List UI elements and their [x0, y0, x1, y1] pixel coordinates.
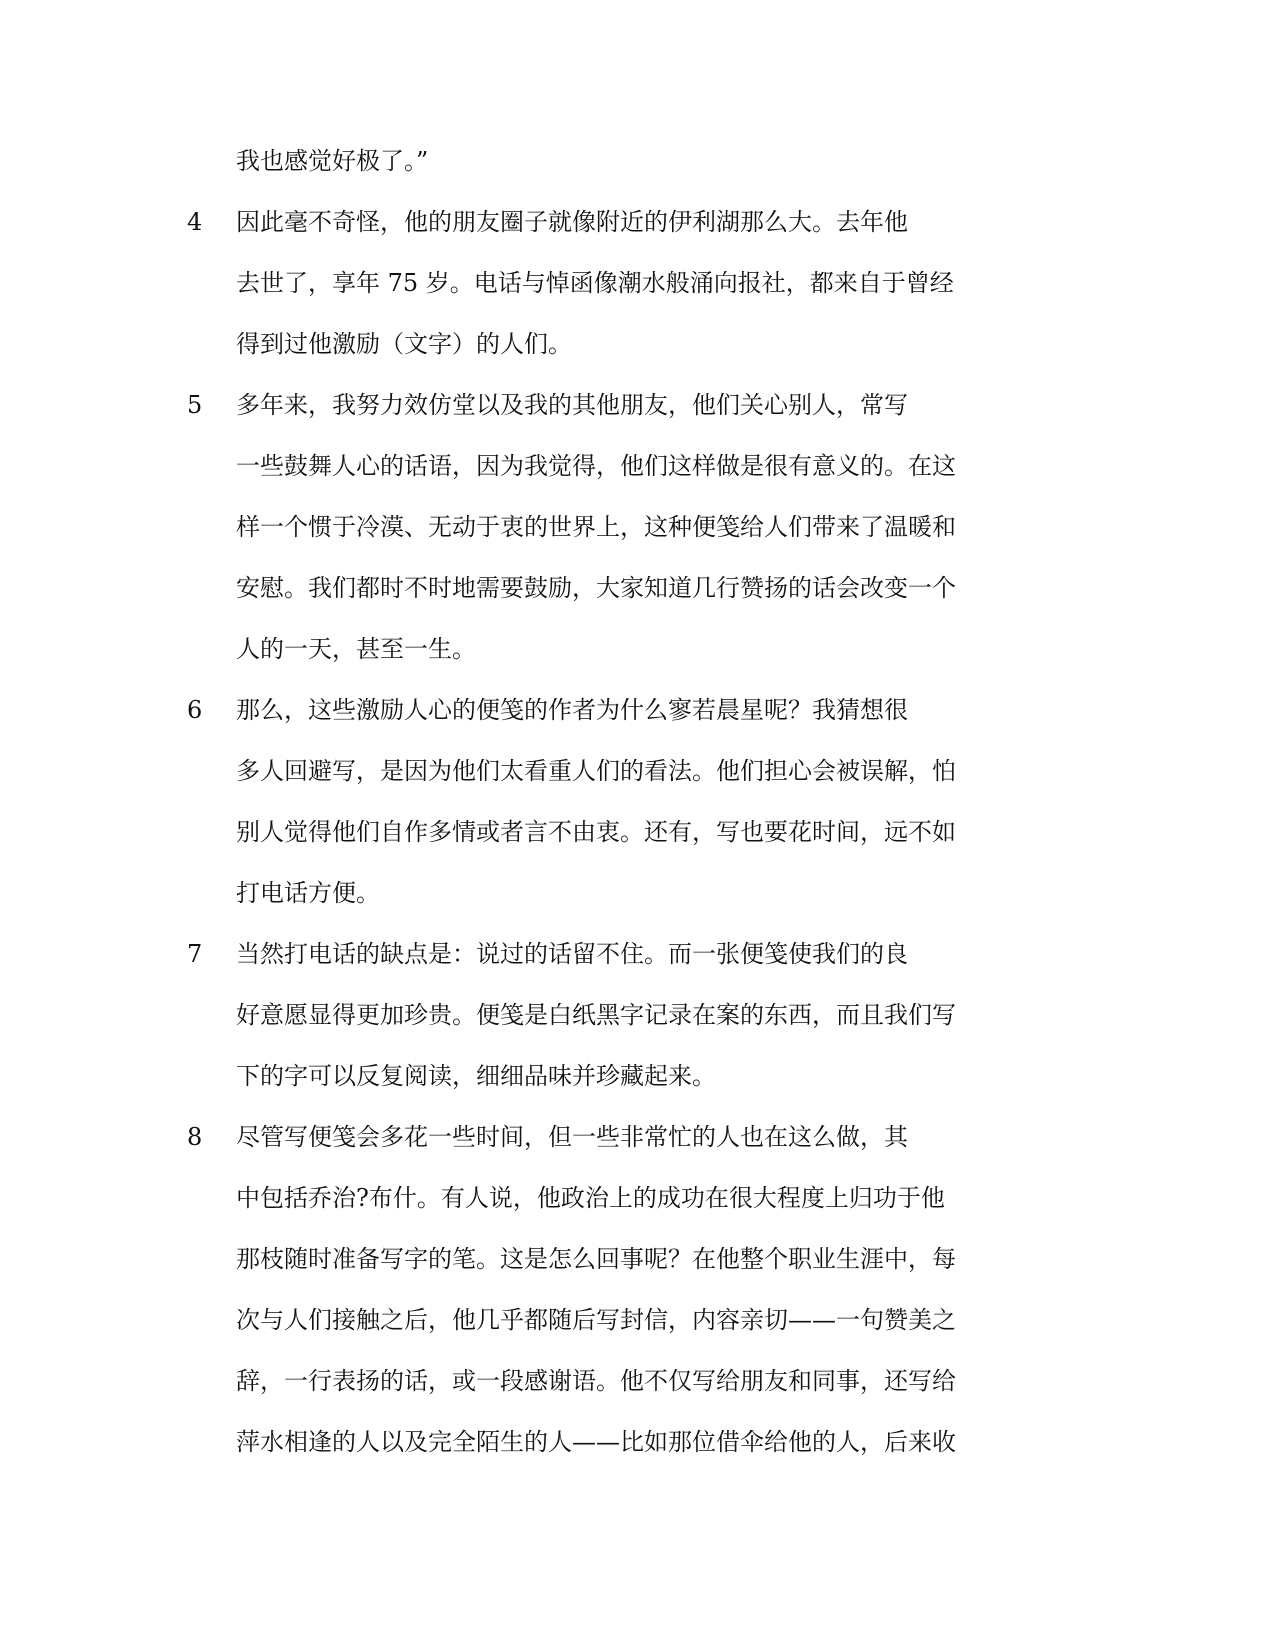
paragraph-number: 8: [187, 1123, 203, 1151]
line-text: 多人回避写，是因为他们太看重人们的看法。他们担心会被误解，怕: [236, 757, 956, 785]
line-text: 次与人们接触之后，他几乎都随后写封信，内容亲切——一句赞美之: [236, 1306, 956, 1334]
text-line: [187, 875, 937, 936]
text-line: [187, 204, 937, 265]
line-text: 那枝随时准备写字的笔。这是怎么回事呢？在他整个职业生涯中，每: [236, 1245, 956, 1273]
line-text: 我也感觉好极了。”: [236, 147, 429, 175]
line-text: 人的一天，甚至一生。: [236, 635, 476, 663]
text-line: [187, 814, 956, 875]
line-text: 得到过他激励（文字）的人们。: [236, 330, 572, 358]
text-line: [187, 265, 954, 326]
line-text: 尽管写便笺会多花一些时间，但一些非常忙的人也在这么做，其: [236, 1123, 908, 1151]
line-text: 下的字可以反复阅读，细细品味并珍藏起来。: [236, 1062, 716, 1090]
line-text: 当然打电话的缺点是：说过的话留不住。而一张便笺使我们的良: [236, 940, 908, 968]
line-text: 打电话方便。: [236, 879, 380, 907]
text-line: [187, 448, 956, 509]
line-text: 去世了，享年 75 岁。电话与悼函像潮水般涌向报社，都来自于曾经: [236, 269, 954, 297]
text-line: [187, 1180, 945, 1241]
text-line: [187, 1241, 956, 1302]
line-text: 样一个惯于冷漠、无动于衷的世界上，这种便笺给人们带来了温暖和: [236, 513, 956, 541]
document-body: [187, 143, 956, 1485]
paragraph-number: 6: [187, 696, 203, 724]
paragraph-number: 5: [187, 391, 203, 419]
text-line: [187, 997, 956, 1058]
text-line: [187, 753, 956, 814]
line-text: 辞，一行表扬的话，或一段感谢语。他不仅写给朋友和同事，还写给: [236, 1367, 956, 1395]
text-line: [187, 1119, 937, 1180]
text-line: [187, 509, 956, 570]
text-line: [187, 1302, 956, 1363]
paragraph-number: 4: [187, 208, 203, 236]
text-line: [187, 387, 937, 448]
text-line: [187, 1058, 937, 1119]
paragraph-number: 7: [187, 940, 203, 968]
line-text: 因此毫不奇怪，他的朋友圈子就像附近的伊利湖那么大。去年他: [236, 208, 908, 236]
text-line: [187, 1424, 956, 1485]
text-line: [187, 692, 937, 753]
text-line: [187, 326, 937, 387]
line-text: 一些鼓舞人心的话语，因为我觉得，他们这样做是很有意义的。在这: [236, 452, 956, 480]
line-text: 多年来，我努力效仿堂以及我的其他朋友，他们关心别人，常写: [236, 391, 908, 419]
line-text: 安慰。我们都时不时地需要鼓励，大家知道几行赞扬的话会改变一个: [236, 574, 956, 602]
line-text: 中包括乔治?布什。有人说，他政治上的成功在很大程度上归功于他: [236, 1184, 945, 1212]
line-text: 好意愿显得更加珍贵。便笺是白纸黑字记录在案的东西，而且我们写: [236, 1001, 956, 1029]
text-line: [187, 936, 937, 997]
text-line: [187, 570, 956, 631]
line-text: 别人觉得他们自作多情或者言不由衷。还有，写也要花时间，远不如: [236, 818, 956, 846]
text-line: [187, 143, 937, 204]
text-line: [187, 631, 937, 692]
text-line: [187, 1363, 956, 1424]
line-text: 那么，这些激励人心的便笺的作者为什么寥若晨星呢？我猜想很: [236, 696, 908, 724]
line-text: 萍水相逢的人以及完全陌生的人——比如那位借伞给他的人，后来收: [236, 1428, 956, 1456]
